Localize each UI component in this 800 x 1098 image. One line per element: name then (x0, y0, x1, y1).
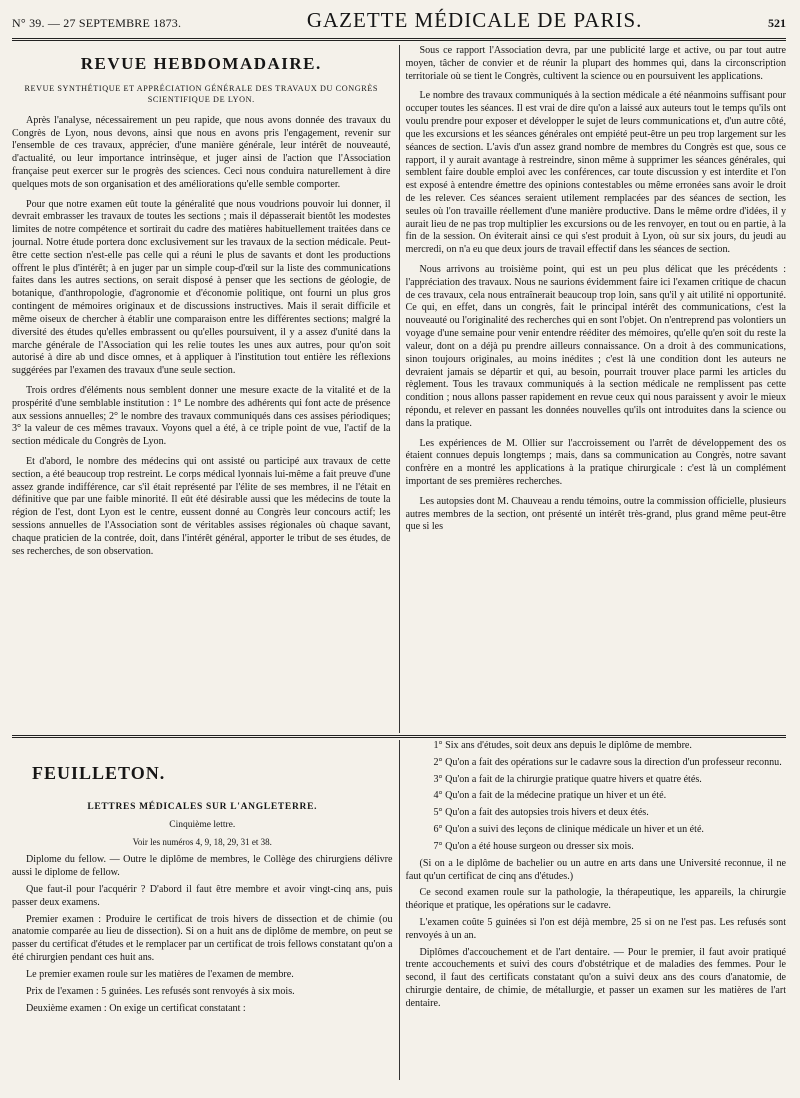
requirement-item: 7° Qu'on a été house surgeon ou dresser six mois. (433, 840, 634, 852)
requirement-item: 4° Qu'on a fait de la médecine pratique un hiver et un été. (433, 790, 667, 802)
feuilleton-left-column (12, 740, 393, 1080)
feuilleton-paragraph: Ce second examen roule sur la pathologie, la thérapeutique, les appareils, la chirurgie théorique et pratique, les opérations sur le cadavre. (405, 887, 787, 912)
revue-subtitle: REVUE SYNTHÉTIQUE ET APPRÉCIATION GÉNÉRALE DES TRAVAUX DU CONGRÈS SCIENTIFIQUE DE LYON. (24, 83, 379, 104)
feuilleton-paragraph: Prix de l'examen : 5 guinées. Les refusés sont renvoyés à six mois. (26, 985, 295, 997)
revue-paragraph: Pour que notre examen eût toute la généralité que nous voudrions pouvoir lui donner, il devrait embrasser les travaux de toutes les sections ; mais il dépasserait bientôt les modestes limites de notre compétence et sortirait du cadre des matières habituellement traitées dans ce journal. Notre étude portera donc exclusivement sur les travaux de la section médicale. Peut-être cette section n'est-elle pas celle qui a réuni le plus de savants et dont les productions offrent le plus d'intérêt; à en juger par un simple coup-d'œil sur la liste des communications faites dans les autres sections, on serait disposé à penser que les sections de géologie, de botanique, d'anthropologie, d'agronomie et d'économie politique, ont fourni un plus gros contingent de mémoires originaux et de discussions instructives. Mais il serait difficile et même oiseux de chercher à établir une comparaison entre les différentes sections; malgré la diversité des études qu'elles embrassent ou qu'elles poursuivent, il y a assez d'unité dans la marche générale de l'Association qui les relie toutes les unes aux autres, pour qu'on soit autorisé à dire ab und disce omnes, et à appliquer à l'institution tout entière les réflexions suggérées par l'examen des travaux d'une seule section. (12, 198, 391, 377)
feuilleton-paragraph: L'examen coûte 5 guinées si l'on est déjà membre, 25 si on ne l'est pas. Les refusés sont renvoyés à un an. (405, 916, 787, 941)
feuilleton-paragraph: Que faut-il pour l'acquérir ? D'abord il faut être membre et avoir vingt-cinq ans, puis passer deux examens. (12, 884, 393, 908)
revue-paragraph: Les autopsies dont M. Chauveau a rendu témoins, outre la commission officielle, plusieurs autres membres de la section, ont présenté un intérêt très-grand, plus grand même peut-être que si les (405, 495, 786, 533)
feuilleton-paragraph: Le premier examen roule sur les matières de l'examen de membre. (26, 968, 294, 980)
feuilleton-paragraph: (Si on a le diplôme de bachelier ou un autre en arts dans une Université reconnue, il ne faut qu'un certificat de cinq ans d'études.) (405, 857, 787, 882)
revue-paragraph: Trois ordres d'éléments nous semblent donner une mesure exacte de la vitalité et de la prospérité d'une semblable institution : 1° Le nombre des adhérents qui font acte de présence aux sessions annuelles; 2° le nombre des travaux communiqués dans ces assises périodiques; 3° la valeur de ces mêmes travaux. Voyons quel a été, à ce triple point de vue, l'actif de la section médicale du Congrès de Lyon. (12, 384, 391, 448)
revue-paragraph: Sous ce rapport l'Association devra, par une publicité large et active, ou par tout autre moyen, tâcher de convier et de réunir la plupart des hommes qui, dans la circonscription territoriale où se tient le Congrès, cultivent la science ou en poursuivent les applications. (405, 45, 786, 82)
page-number: 521 (767, 16, 786, 30)
feuilleton-paragraph: Deuxième examen : On exige un certificat constatant : (26, 1002, 246, 1014)
feuilleton-title: FEUILLETON. (32, 763, 166, 783)
revue-paragraph: Après l'analyse, nécessairement un peu rapide, que nous avons donnée des travaux du Congrès de Lyon, nous devons, ainsi que nous en avons pris l'engagement, revenir sur l'ensemble de ces travaux, apprécier, d'une manière générale, leur intérêt de nouveauté, d'actualité, ou leur importance intrinsèque, et juger ainsi de l'action que l'Association française peut exercer sur le progrès des sciences. Ceci nous conduira naturellement à dire quelques mots de son organisation et des améliorations qu'elle semble comporter. (12, 114, 391, 190)
feuilleton-section (12, 740, 786, 1080)
see-numbers-note: Voir les numéros 4, 9, 18, 29, 31 et 38. (132, 836, 272, 847)
requirement-item: 3° Qu'on a fait de la chirurgie pratique quatre hivers et quatre étés. (433, 773, 702, 785)
revue-paragraph: Les expériences de M. Ollier sur l'accroissement ou l'arrêt de développement des os étaient connues depuis longtemps ; mais, dans sa communication au Congrès, notre savant confrère en a montré les applications à la pratique chirurgicale : c'est là un complément important de ses premières recherches. (405, 437, 786, 487)
revue-right-column (406, 45, 786, 733)
letter-number: Cinquième lettre. (169, 819, 236, 830)
column-divider (399, 740, 400, 1080)
revue-left-column (12, 45, 393, 733)
feuilleton-paragraph: Diplômes d'accouchement et de l'art dentaire. — Pour le premier, il faut avoir pratiqué trente accouchements et suivi des cours d'obstétrique et de maladies des femmes. Pour le second, il faut des certificats constatant qu'on a suivi deux ans des cours d'anatomie, de chirurgie dentaire, de chimie, de métallurgie, et passer un examen sur les matières de l'art dentaire. (405, 946, 787, 1009)
newspaper-title: GAZETTE MÉDICALE DE PARIS. (306, 8, 643, 32)
feuilleton-right-column (406, 740, 787, 1080)
revue-paragraph: Nous arrivons au troisième point, qui est un peu plus délicat que les précédents : l'appréciation des travaux. Nous ne saurions évidemment faire ici l'examen critique de chacun de ces travaux, cela nous entraînerait beaucoup trop loin, sans qu'il y ait utilité ni opportunité. Ce qui, en effet, dans un congrès, fait le principal intérêt des communications, c'est la nouveauté ou l'originalité des recherches qui en sont l'objet. On n'entreprend pas volontiers un voyage d'une semaine pour venir entendre rééditer des mémoires, qu'elle qu'en soit du reste la valeur, dont on a déjà pu prendre ailleurs connaissance. On a droit à des communications, sinon toujours originales, au moins inédites ; c'est là une condition dont les auteurs ne devraient jamais se départir et qui, au besoin, pourrait trouver place parmi les articles du règlement. Tous les travaux communiqués à la section médicale ne remplissent pas cette condition ; nous allons passer rapidement en revue ceux qui nous paraissent y avoir le mieux répondu, et relever en passant les données nouvelles qu'ils ont introduites dans la science ou dans la pratique. (405, 264, 786, 429)
column-divider (399, 45, 400, 733)
requirement-item: 5° Qu'on a fait des autopsies trois hivers et deux étés. (433, 807, 649, 819)
masthead (12, 8, 786, 36)
requirement-item: 2° Qu'on a fait des opérations sur le cadavre sous la direction d'un professeur reconnu. (433, 756, 782, 768)
revue-title: REVUE HEBDOMADAIRE. (80, 54, 322, 73)
issue-date: N° 39. — 27 SEPTEMBRE 1873. (12, 16, 182, 30)
revue-paragraph: Et d'abord, le nombre des médecins qui ont assisté ou participé aux travaux de cette section, a été beaucoup trop restreint. Le corps médical lyonnais lui-même a fait preuve d'une assez grande indifférence, car s'il était représenté par l'élite de ses membres, il ne l'était en définitive que par une faible minorité. Il eût été désirable aussi que les médecins de toute la région de l'est, dont Lyon est le centre, eussent donné au Congrès leur concours actif; les sessions annuelles de l'Association sont de véritables assises régionales où chaque savant, chaque praticien de la contrée, doit, dans l'intérêt général, apporter le tribut de ses études, de ses recherches, de son observation. (12, 456, 391, 557)
revue-paragraph: Le nombre des travaux communiqués à la section médicale a été néanmoins suffisant pour occuper toutes les séances. Il est vrai de dire qu'on a laissé aux auteurs tout le temps qu'ils ont voulu prendre pour exposer et développer le sujet de leurs communications et, d'un autre côté, que les excursions et les séances générales ont empiété peut-être un peu trop largement sur les séances de section. L'avis d'un assez grand nombre de membres du Congrès est que, sous ce rapport, il y aurait avantage à restreindre, sinon même à supprimer les séances générales, qui semblent faire double emploi avec les conférences, car toute discussion y est interdite et l'on est exposé à entendre émettre des opinions contestables ou même erronées sans avoir le droit de les relever. Ces séances seraient utilement remplacées par des séances de section, les seules où l'on travaille réellement d'une manière productive. Dans le même ordre d'idées, il y aurait lieu de ne pas trop multiplier les excursions ou de les renvoyer, en tout ou en partie, à la fin de la session. On éviterait ainsi ce qui s'est produit à Lyon, où sur six jours, du jeudi au mercredi, on n'a eu que deux jours de travail effectif dans les séances de section. (405, 90, 786, 256)
requirement-item: 1° Six ans d'études, soit deux ans depuis le diplôme de membre. (433, 740, 692, 751)
feuilleton-paragraph: Premier examen : Produire le certificat de trois hivers de dissection et de chimie (ou anatomie comparée au lieu de dissection). Si on a huit ans de diplôme de membre, on peut se passer du certificat d'études et le remplacer par un certificat de trois fellows constatant qu'on a été chirurgien pendant ces huit ans. (12, 913, 393, 964)
letters-title: LETTRES MÉDICALES SUR L'ANGLETERRE. (87, 801, 318, 812)
feuilleton-rule (12, 735, 786, 738)
feuilleton-paragraph: Diplome du fellow. — Outre le diplôme de membres, le Collège des chirurgiens délivre aussi le diplome de fellow. (12, 854, 393, 879)
requirement-item: 6° Qu'on a suivi des leçons de clinique médicale un hiver et un été. (433, 824, 704, 836)
masthead-rule (12, 38, 786, 41)
revue-section (12, 45, 786, 733)
